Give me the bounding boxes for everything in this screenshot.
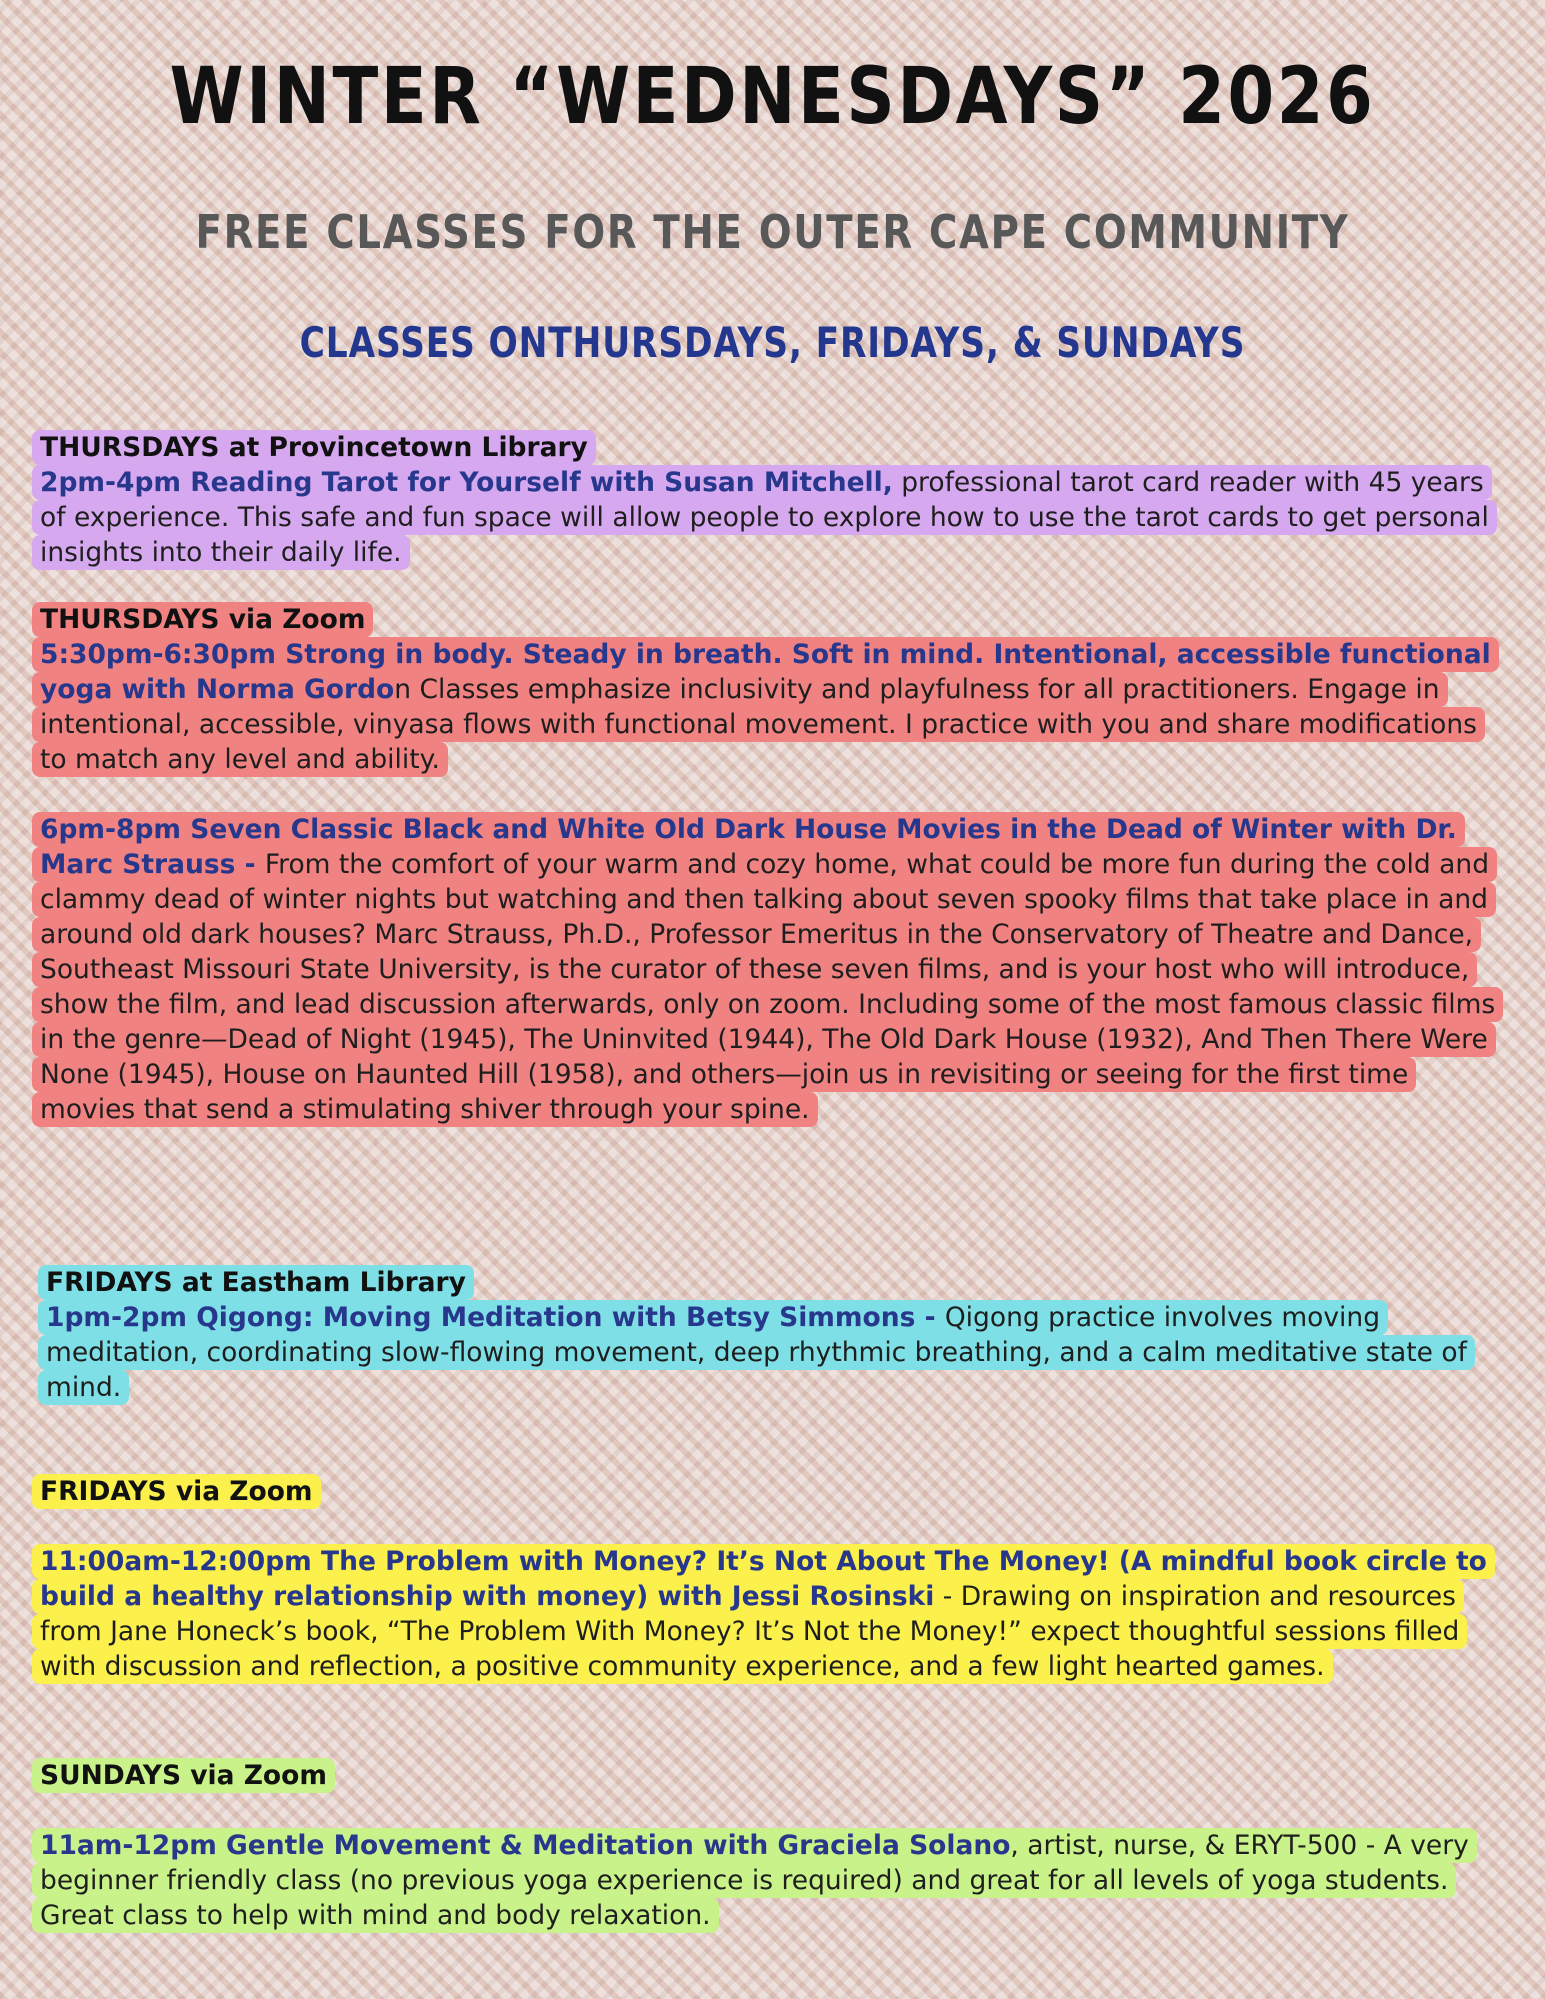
class-title: 6pm-8pm Seven Classic Black and White Old Dark House Movies in the Dead of Winter with Dr. Marc Strauss -: [40, 814, 1457, 880]
class-description: - Drawing on inspiration and resources from Jane Honeck’s book, “The Problem With Money? It’s Not the Money!” expect thoughtful sessions filled with discussion and reflection, a positive community experience, and a few light hearted games.: [40, 1581, 1460, 1682]
class-title: 2pm-4pm Reading Tarot for Yourself with Susan Mitchell,: [40, 467, 893, 498]
class-description: n Classes emphasize inclusivity and playfulness for all practitioners. Engage in intentional, accessible, vinyasa flows with functional movement. I practice with you and share modifications to match any level and ability.: [40, 674, 1477, 775]
class-title: 5:30pm-6:30pm Strong in body. Steady in breath. Soft in mind. Intentional, accessible functional yoga with Norma Gordo: [40, 639, 1491, 705]
friday-zoom-section: [32, 1474, 1502, 1684]
section-heading: FRIDAYS via Zoom: [32, 1474, 321, 1509]
class-description: From the comfort of your warm and cozy home, what could be more fun during the cold and clammy dead of winter nights but watching and then talking about seven spooky films that take place in and around old dark houses? Marc Strauss, Ph.D., Professor Emeritus in the Conservatory of Theatre and Dance, Southeast Missouri State University, is the curator of these seven films, and is your host who will introduce, show the film, and lead discussion afterwards, only on zoom. Including some of the most famous classic films in the genre—Dead of Night (1945), The Uninvited (1944), The Old Dark House (1932), And Then There Were None (1945), House on Haunted Hill (1958), and others—join us in revisiting or seeing for the first time movies that send a stimulating shiver through your spine.: [40, 849, 1496, 1125]
class-title: 11am-12pm Gentle Movement & Meditation with Graciela Solano: [40, 1830, 1011, 1861]
section-heading: THURSDAYS via Zoom: [32, 602, 373, 637]
class-title: 11:00am-12:00pm The Problem with Money? It’s Not About The Money! (A mindful book circle to build a healthy relationship with money) with Jessi Rosinski: [40, 1546, 1487, 1612]
class-description: Qigong practice involves moving meditation, coordinating slow-flowing movement, deep rhythmic breathing, and a calm meditative state of mind.: [46, 1302, 1467, 1403]
thursday-library-section: [32, 430, 1502, 570]
schedule-days-heading: CLASSES ONTHURSDAYS, FRIDAYS, & SUNDAYS: [299, 318, 1246, 367]
sunday-zoom-section: [32, 1758, 1502, 1933]
class-title: 1pm-2pm Qigong: Moving Meditation with Betsy Simmons -: [46, 1302, 945, 1333]
page-subtitle: FREE CLASSES FOR THE OUTER CAPE COMMUNITY: [195, 205, 1350, 259]
page-title: WINTER “WEDNESDAYS” 2026: [169, 52, 1376, 142]
section-heading: FRIDAYS at Eastham Library: [38, 1265, 474, 1300]
section-heading: SUNDAYS via Zoom: [32, 1758, 335, 1793]
friday-library-section: [38, 1265, 1508, 1405]
thursday-zoom-section: [32, 602, 1502, 1127]
section-heading: THURSDAYS at Provincetown Library: [32, 430, 596, 465]
class-description: professional tarot card reader with 45 years of experience. This safe and fun space will allow people to explore how to use the tarot cards to get personal insights into their daily life.: [40, 467, 1489, 568]
class-description: , artist, nurse, & ERYT-500 - A very beginner friendly class (no previous yoga experience is required) and great for all levels of yoga students. Great class to help with mind and body relaxation.: [40, 1830, 1469, 1931]
